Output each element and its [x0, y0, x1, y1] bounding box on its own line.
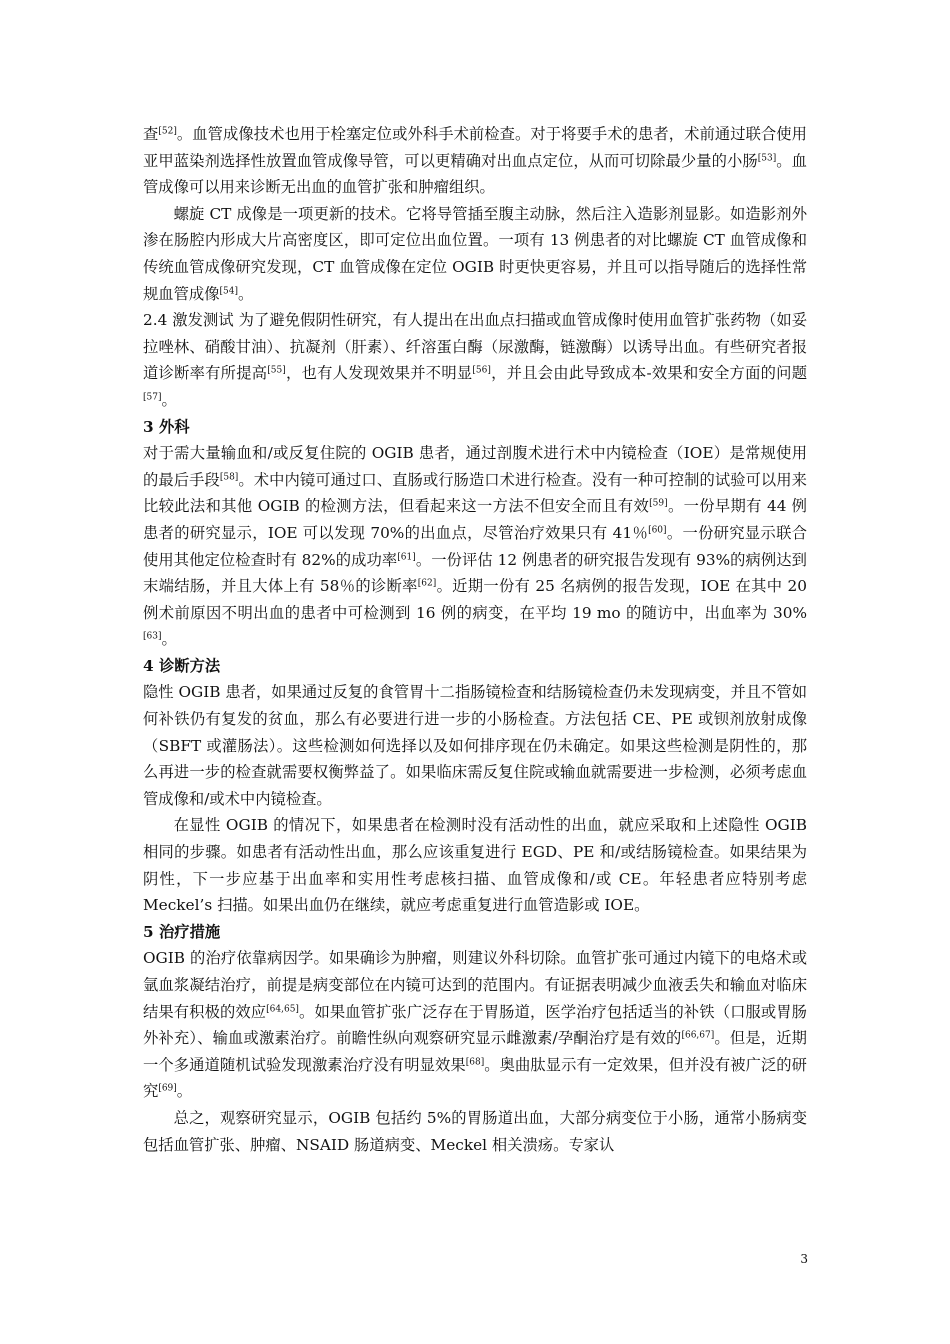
paragraph: [143, 307, 807, 413]
citation-reference: [68]: [465, 1057, 485, 1068]
citation-reference: [56]: [472, 365, 491, 376]
citation-reference: [53]: [757, 153, 777, 164]
text-run: 。如果血管扩张广泛存在于胃肠道，医学治疗包括适当的补铁（口服或胃肠外补充）、输血或激素治疗。前瞻性纵向观察研究显示雌激素/孕酮治疗是有效的: [143, 1002, 807, 1048]
text-run: 5 治疗措施: [143, 922, 221, 941]
text-run: 。近期一份有 25 名病例的报告发现，IOE 在其中 20 例术前原因不明出血的患者中可检测到 16 例的病变，在平均 19 mo 的随访中，出血率为 30%: [143, 577, 807, 622]
text-run: 。一份研究显示联合使用其他定位检查时有 82%的成功率: [143, 523, 807, 569]
text-run: 查: [143, 125, 159, 143]
citation-reference: [62]: [417, 578, 437, 589]
text-run: 。血管成像可以用来诊断无出血的血管扩张和肿瘤组织。: [143, 151, 807, 197]
text-run: 在显性 OGIB 的情况下，如果患者在检测时没有活动性的出血，就应采取和上述隐性 OGIB 相同的步骤。如患者有活动性出血，那么应该重复进行 EGD、PE 和/或结肠镜检查。如果结果为阴性，下一步应基于出血率和实用性考虑核扫描、血管成像和/或 CE。年轻患者应特别考虑 Meckel’s 扫描。如果出血仍在继续，就应考虑重复进行血管造影或 IOE。: [143, 816, 807, 915]
paragraph: [143, 201, 807, 307]
paragraph: [143, 679, 807, 812]
text-run: 。但是，近期一个多通道随机试验发现激素治疗没有明显效果: [143, 1029, 807, 1074]
text-run: ，并且会由此导致成本-效果和安全方面的问题: [490, 364, 807, 383]
section-heading: [143, 919, 807, 946]
text-run: 。术中内镜可通过口、直肠或行肠造口术进行检查。没有一种可控制的试验可以用来比较此法和其他 OGIB 的检测方法，但看起来这一方法不但安全而且有效: [143, 470, 807, 516]
citation-reference: [52]: [158, 126, 177, 137]
text-run: 。: [161, 630, 177, 649]
text-run: 。: [161, 390, 177, 409]
text-run: 。: [176, 1082, 193, 1101]
text-run: 3 外科: [143, 417, 190, 436]
citation-reference: [61]: [397, 552, 416, 563]
text-run: 。奥曲肽显示有一定效果，但并没有被广泛的研究: [143, 1055, 807, 1101]
text-run: 总之，观察研究显示，OGIB 包括约 5%的胃肠道出血，大部分病变位于小肠，通常小肠病变包括血管扩张、肿瘤、NSAID 肠道病变、Meckel 相关溃疡。专家认: [143, 1108, 807, 1154]
paragraph: [143, 440, 807, 653]
text-run: 。一份评估 12 例患者的研究报告发现有 93%的病例达到末端结肠，并且大体上有 58％的诊断率: [143, 550, 807, 596]
text-run: 。一份早期有 44 例患者的研究显示，IOE 可以发现 70%的出血点，尽管治疗效果只有 41％: [143, 497, 807, 542]
paragraph: [143, 1105, 807, 1158]
citation-reference: [69]: [158, 1083, 177, 1094]
section-heading: [143, 653, 807, 680]
paragraph: [143, 121, 807, 201]
text-run: 4 诊断方法: [143, 656, 221, 675]
citation-reference: [63]: [143, 631, 162, 642]
text-run: 2.4 激发测试 为了避免假阴性研究，有人提出在出血点扫描或血管成像时使用血管扩张药物（如妥拉唑林、硝酸甘油）、抗凝剂（肝素）、纤溶蛋白酶（尿激酶，链激酶）以诱导出血。有些研究者报道诊断率有所提高: [143, 311, 807, 383]
text-run: 对于需大量输血和/或反复住院的 OGIB 患者，通过剖腹术进行术中内镜检查（IOE）是常规使用的最后手段: [143, 444, 807, 489]
text-run: 隐性 OGIB 患者，如果通过反复的食管胃十二指肠镜检查和结肠镜检查仍未发现病变，并且不管如何补铁仍有复发的贫血，那么有必要进行进一步的小肠检查。方法包括 CE、PE 或钡剂放射成像（SBFT 或灌肠法）。这些检测如何选择以及如何排序现在仍未确定。如果这些检测是阴性的，那么再进一步的检查就需要权衡弊益了。如果临床需反复住院或输血就需要进一步检测，必须考虑血管成像和/或术中内镜检查。: [143, 683, 807, 808]
paragraph: [143, 812, 807, 918]
text-run: 。血管成像技术也用于栓塞定位或外科手术前检查。对于将要手术的患者，术前通过联合使用亚甲蓝染剂选择性放置血管成像导管，可以更精确对出血点定位，从而可切除最少量的小肠: [143, 125, 807, 170]
citation-reference: [60]: [648, 525, 667, 536]
page-number: 3: [800, 1252, 808, 1266]
citation-reference: [54]: [219, 286, 238, 297]
text-run: OGIB 的治疗依靠病因学。如果确诊为肿瘤，则建议外科切除。血管扩张可通过内镜下的电烙术或氩血浆凝结治疗，前提是病变部位在内镜可达到的范围内。有证据表明减少血液丢失和输血对临床结果有积极的效应: [143, 949, 807, 1021]
citation-reference: [66,67]: [681, 1030, 715, 1041]
citation-reference: [57]: [143, 392, 162, 403]
text-run: ，也有人发现效果并不明显: [285, 364, 473, 383]
citation-reference: [58]: [219, 472, 239, 483]
citation-reference: [64,65]: [266, 1004, 299, 1015]
text-run: 。: [237, 284, 254, 303]
citation-reference: [59]: [649, 498, 668, 509]
section-heading: [143, 414, 807, 441]
document-body: [143, 121, 807, 1158]
citation-reference: [55]: [267, 365, 286, 376]
paragraph: [143, 945, 807, 1105]
text-run: 螺旋 CT 成像是一项更新的技术。它将导管插至腹主动脉，然后注入造影剂显影。如造影剂外渗在肠腔内形成大片高密度区，即可定位出血位置。一项有 13 例患者的对比螺旋 CT 血管成像和传统血管成像研究发现，CT 血管成像在定位 OGIB 时更快更容易，并且可以指导随后的选择性常规血管成像: [143, 204, 807, 303]
